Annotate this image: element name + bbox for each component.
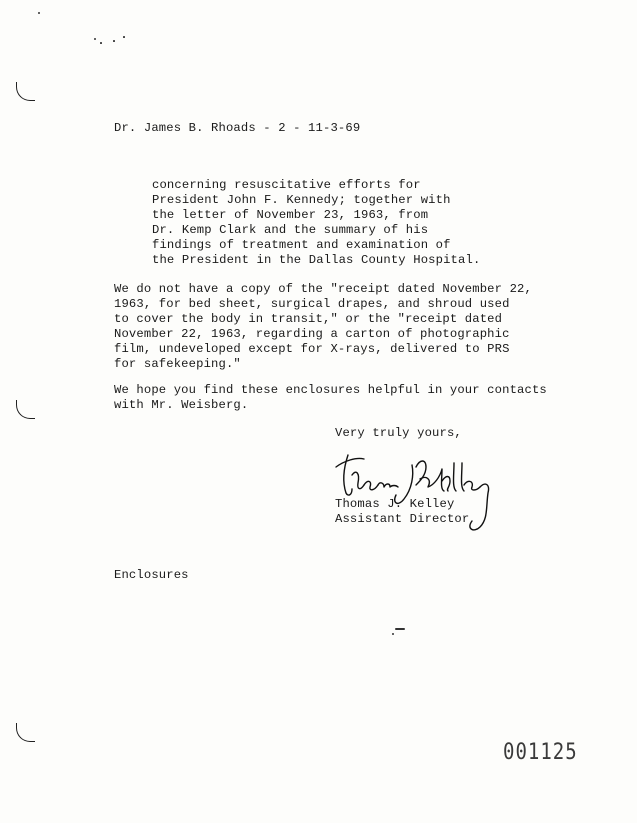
paragraph-1-line: Dr. Kemp Clark and the summary of his [152, 223, 429, 237]
signer-name: Thomas J. Kelley [335, 497, 455, 511]
paragraph-1-line: findings of treatment and examination of [152, 238, 451, 252]
letter-header: Dr. James B. Rhoads - 2 - 11-3-69 [114, 121, 361, 135]
punch-hole-mark [16, 723, 35, 742]
enclosures-label: Enclosures [114, 568, 189, 582]
closing-salutation: Very truly yours, [335, 426, 462, 440]
paragraph-2-line: for safekeeping." [114, 357, 241, 371]
paragraph-2-line: 1963, for bed sheet, surgical drapes, and shroud used [114, 297, 510, 311]
scan-speck [94, 38, 96, 40]
scan-speck [392, 633, 394, 635]
document-number-stamp: 001125 [503, 739, 578, 765]
paragraph-2-line: We do not have a copy of the "receipt dated November 22, [114, 282, 532, 296]
scan-speck [395, 628, 405, 630]
paragraph-2-line: to cover the body in transit," or the "receipt dated [114, 312, 503, 326]
scan-speck [100, 42, 102, 44]
paragraph-2-line: November 22, 1963, regarding a carton of photographic [114, 327, 510, 341]
paragraph-1-line: concerning resuscitative efforts for [152, 178, 421, 192]
paragraph-3-line: We hope you find these enclosures helpful in your contacts [114, 383, 547, 397]
punch-hole-mark [16, 82, 35, 101]
scan-speck [38, 12, 40, 14]
scan-speck [113, 40, 115, 42]
paragraph-3-line: with Mr. Weisberg. [114, 398, 249, 412]
punch-hole-mark [16, 400, 35, 419]
signer-title: Assistant Director [335, 512, 470, 526]
paragraph-1-line: the President in the Dallas County Hospital. [152, 253, 481, 267]
paragraph-2-line: film, undeveloped except for X-rays, delivered to PRS [114, 342, 510, 356]
paragraph-1-line: President John F. Kennedy; together with [152, 193, 451, 207]
scan-speck [123, 36, 125, 38]
paragraph-1-line: the letter of November 23, 1963, from [152, 208, 429, 222]
